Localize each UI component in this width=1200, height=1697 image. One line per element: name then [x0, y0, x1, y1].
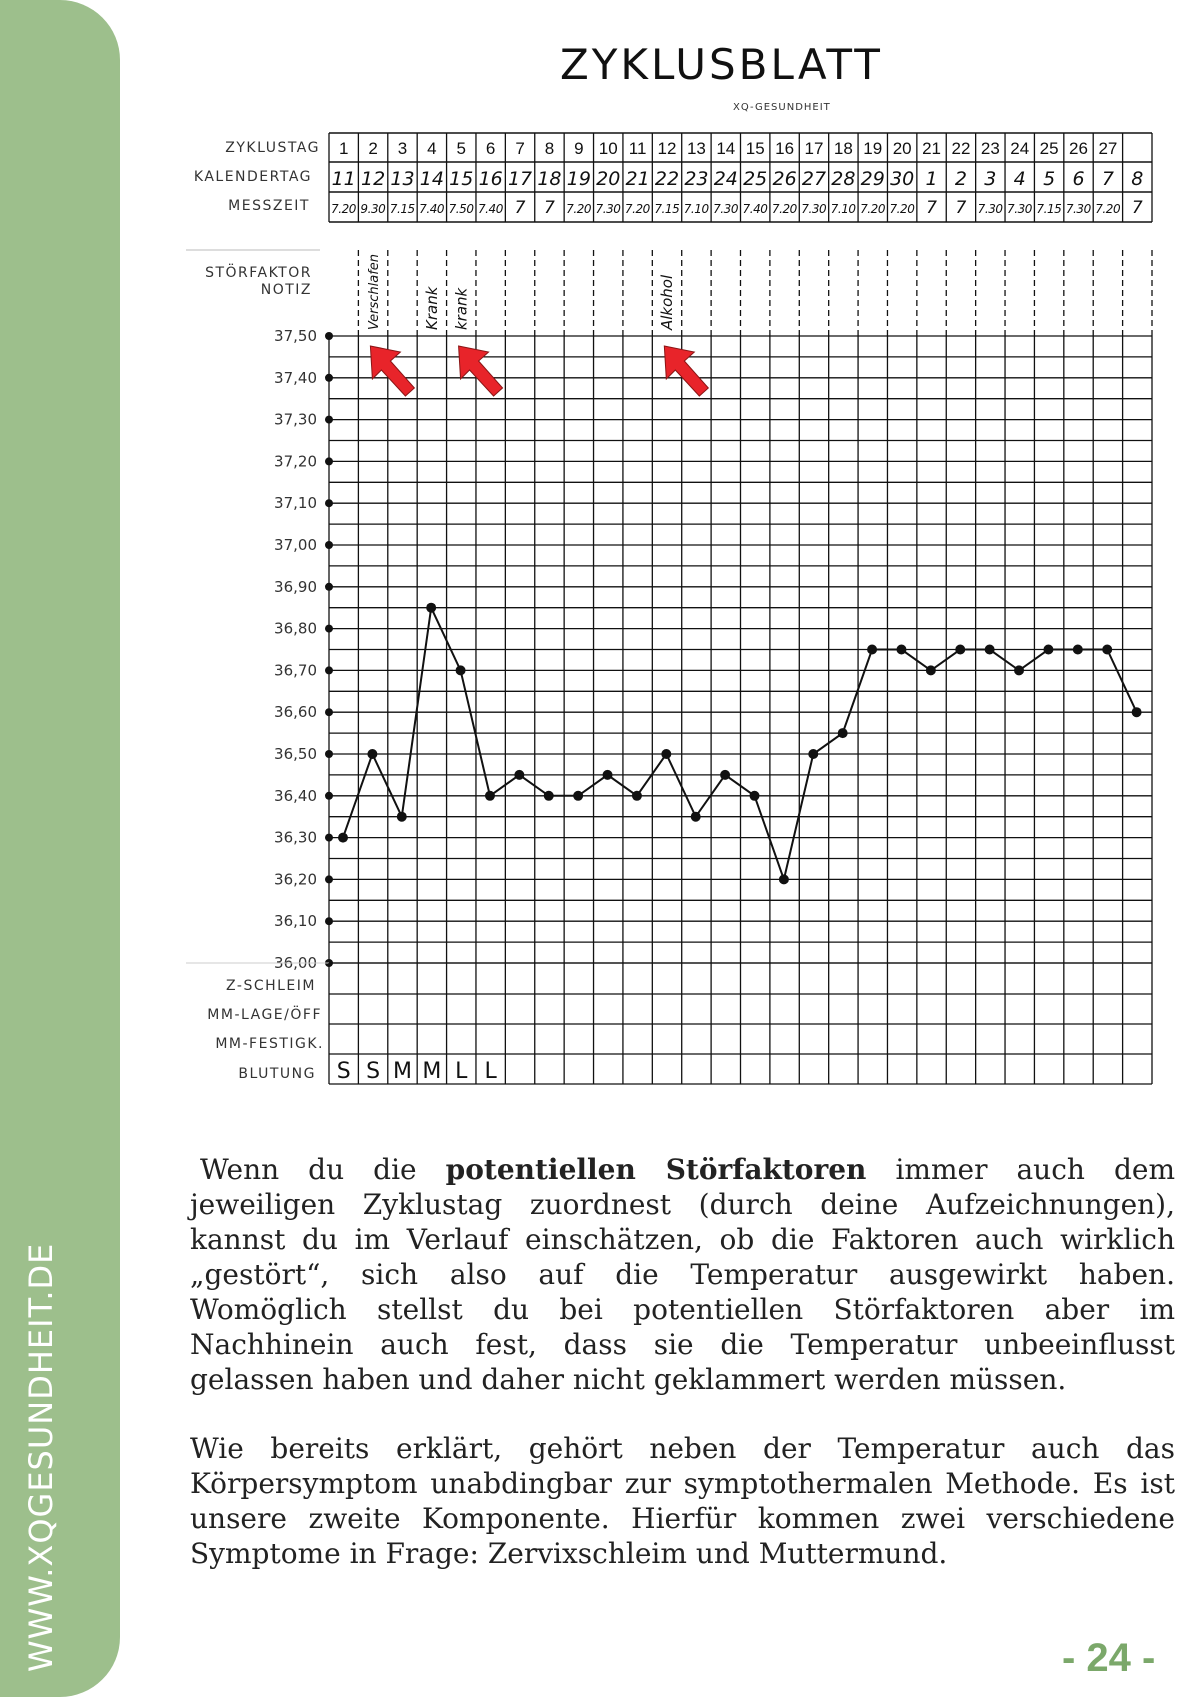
- messzeit-value: 7: [544, 198, 555, 218]
- messzeit-value: 7.15: [654, 202, 680, 216]
- kalendertag-value: 24: [713, 168, 738, 190]
- label-messzeit: MESSZEIT: [228, 198, 310, 214]
- messzeit-value: 7.30: [801, 202, 827, 216]
- kalendertag-value: 7: [1101, 168, 1114, 190]
- kalendertag-value: 17: [507, 168, 533, 190]
- messzeit-value: 7: [926, 198, 937, 218]
- kalendertag-value: 26: [772, 168, 797, 190]
- label-kalendertag: KALENDERTAG: [193, 169, 312, 185]
- label-zyklustag: ZYKLUSTAG: [225, 140, 320, 156]
- paragraph-2: Wie bereits erklärt, gehört neben der Temperatur auch das Körpersymptom unabdingbar zur symptothermalen Methode. Es ist unsere zweite Komponente. Hierfür kommen zwei verschiedene Symptome in Frage: Zervixschleim und Muttermund.: [190, 1432, 1175, 1570]
- messzeit-value: 7.20: [771, 202, 798, 216]
- temperature-point: [1043, 645, 1053, 655]
- kalendertag-value: 21: [625, 168, 650, 190]
- temperature-point: [397, 812, 407, 822]
- temperature-line: [343, 608, 1137, 880]
- kalendertag-value: 1: [925, 168, 938, 190]
- zyklustag-value: 8: [544, 139, 555, 158]
- y-tick-dot: [325, 374, 333, 382]
- kalendertag-value: 20: [596, 168, 621, 190]
- temperature-point: [338, 833, 348, 843]
- messzeit-value: 7.15: [1036, 202, 1062, 216]
- temperature-point: [514, 770, 524, 780]
- kalendertag-value: 18: [537, 168, 562, 190]
- y-tick-dot: [325, 583, 333, 591]
- zyklustag-value: 7: [515, 139, 525, 158]
- y-tick-dot: [325, 625, 333, 633]
- y-tick-label: 36,70: [274, 661, 317, 680]
- y-tick-label: 36,80: [274, 619, 317, 638]
- temperature-point: [661, 749, 671, 759]
- temperature-point: [456, 665, 466, 675]
- kalendertag-value: 2: [954, 168, 967, 190]
- messzeit-value: 7.30: [713, 202, 739, 216]
- zyklustag-value: 26: [1069, 139, 1088, 158]
- temperature-point: [603, 770, 613, 780]
- temperature-point: [426, 603, 436, 613]
- temperature-point: [808, 749, 818, 759]
- messzeit-value: 7.40: [477, 202, 504, 216]
- messzeit-value: 7.40: [419, 202, 445, 216]
- zyklustag-value: 3: [397, 139, 408, 158]
- paragraph-1-rest: immer auch dem jeweiligen Zyklustag zuordnest (durch deine Aufzeichnungen), kannst du im Verlauf einschätzen, ob die Faktoren auch wirklich „gestört“, sich also auf die Temperatur ausgewirkt haben. Womöglich stellst du bei potentiellen Störfaktoren aber im Nachhinein auch fest, dass sie die Temperatur unbeeinflusst gelassen haben und daher nicht geklammert werden müssen.: [190, 1153, 1176, 1396]
- temperature-point: [867, 645, 877, 655]
- messzeit-value: 7.40: [742, 202, 768, 216]
- zyklustag-value: 18: [833, 139, 853, 158]
- note-text: krank: [452, 287, 471, 330]
- y-tick-label: 36,40: [274, 786, 317, 805]
- paragraph-1-start: Wenn du die: [200, 1153, 446, 1186]
- zyklustag-value: 21: [922, 139, 942, 158]
- temperature-point: [926, 665, 936, 675]
- zyklustag-value: 13: [686, 139, 706, 158]
- kalendertag-value: 13: [390, 168, 415, 190]
- sidebar-url: WWW.XQGESUNDHEIT.DE: [22, 1242, 60, 1672]
- label-mm-festig: MM-FESTIGK.: [215, 1036, 324, 1052]
- y-tick-dot: [325, 666, 333, 674]
- messzeit-value: 7.50: [448, 202, 474, 216]
- y-tick-label: 36,20: [274, 870, 317, 889]
- y-tick-label: 37,40: [274, 368, 317, 387]
- messzeit-value: 7.20: [889, 202, 915, 216]
- note-text: Alkohol: [658, 274, 677, 330]
- temperature-point: [632, 791, 642, 801]
- messzeit-value: 7.30: [1007, 202, 1033, 216]
- messzeit-value: 7.30: [595, 202, 621, 216]
- kalendertag-value: 16: [478, 168, 503, 190]
- kalendertag-value: 8: [1131, 168, 1144, 190]
- label-z-schleim: Z-SCHLEIM: [226, 978, 316, 994]
- temperature-point: [367, 749, 377, 759]
- messzeit-value: 7.10: [830, 202, 857, 216]
- temperature-point: [838, 728, 848, 738]
- blutung-value: M: [422, 1059, 442, 1084]
- y-tick-label: 36,30: [274, 828, 317, 847]
- temperature-point: [691, 812, 701, 822]
- temperature-point: [544, 791, 554, 801]
- label-blutung: BLUTUNG: [238, 1066, 316, 1082]
- kalendertag-value: 22: [654, 168, 680, 190]
- temperature-point: [485, 791, 495, 801]
- y-tick-label: 37,30: [274, 410, 317, 429]
- kalendertag-value: 28: [831, 168, 856, 190]
- zyklustag-value: 24: [1010, 139, 1030, 158]
- paragraph-1: [190, 1152, 1175, 1397]
- y-tick-label: 36,00: [274, 954, 317, 972]
- temperature-point: [955, 645, 965, 655]
- red-arrow-icon: [459, 346, 503, 396]
- messzeit-value: 7.20: [1095, 202, 1121, 216]
- body-text: [190, 1152, 1175, 1605]
- blutung-value: S: [366, 1059, 381, 1084]
- temperature-point: [896, 645, 906, 655]
- zyklustag-value: 11: [628, 139, 647, 158]
- label-mm-lage: MM-LAGE/ÖFF: [207, 1007, 322, 1023]
- temperature-point: [1132, 707, 1142, 717]
- page-subtitle: XQ-GESUNDHEIT: [733, 102, 831, 113]
- messzeit-value: 7: [955, 198, 967, 218]
- paragraph-1-emphasis: potentiellen Störfaktoren: [445, 1153, 867, 1186]
- temperature-point: [1102, 645, 1112, 655]
- zyklustag-value: 27: [1098, 139, 1118, 158]
- kalendertag-value: 25: [743, 168, 768, 190]
- messzeit-value: 7.30: [1065, 202, 1092, 216]
- messzeit-value: 7.20: [860, 202, 886, 216]
- y-tick-label: 37,20: [274, 452, 317, 471]
- kalendertag-value: 6: [1072, 168, 1085, 190]
- temperature-point: [985, 645, 995, 655]
- zyklustag-value: 12: [657, 139, 677, 158]
- zyklustag-value: 20: [892, 139, 912, 158]
- y-tick-dot: [325, 708, 333, 716]
- zyklustag-value: 25: [1039, 139, 1059, 158]
- kalendertag-value: 19: [566, 168, 591, 190]
- y-tick-dot: [325, 917, 333, 925]
- kalendertag-value: 14: [419, 168, 444, 190]
- kalendertag-value: 5: [1043, 168, 1056, 190]
- temperature-point: [1014, 665, 1024, 675]
- label-notiz: NOTIZ: [260, 282, 312, 298]
- zyklustag-value: 9: [574, 139, 584, 158]
- messzeit-value: 7: [1131, 198, 1143, 218]
- kalendertag-value: 12: [360, 168, 386, 190]
- zyklustag-value: 10: [598, 139, 618, 158]
- blutung-value: L: [484, 1059, 497, 1084]
- zyklustag-value: 4: [427, 139, 437, 158]
- kalendertag-value: 3: [984, 168, 997, 190]
- zyklustag-value: 6: [485, 139, 496, 158]
- zyklustag-value: 15: [745, 139, 765, 158]
- y-tick-dot: [325, 750, 333, 758]
- y-tick-label: 36,60: [274, 703, 317, 722]
- note-text: Krank: [422, 286, 441, 330]
- zyklustag-value: 2: [368, 139, 378, 158]
- red-arrow-icon: [664, 346, 708, 396]
- page-number: - 24 -: [1062, 1636, 1156, 1680]
- kalendertag-value: 4: [1013, 168, 1026, 190]
- kalendertag-value: 15: [449, 168, 474, 190]
- y-tick-label: 37,50: [274, 327, 317, 345]
- y-tick-dot: [325, 541, 333, 549]
- messzeit-value: 9.30: [360, 202, 386, 216]
- messzeit-value: 7.30: [977, 202, 1004, 216]
- zyklustag-value: 17: [804, 139, 824, 158]
- blutung-value: S: [336, 1059, 351, 1084]
- y-tick-label: 37,10: [274, 494, 317, 513]
- kalendertag-value: 27: [801, 168, 827, 190]
- zyklustag-value: 5: [456, 139, 467, 158]
- temperature-point: [779, 874, 789, 884]
- red-arrow-icon: [370, 346, 414, 396]
- y-tick-label: 36,90: [274, 577, 317, 596]
- temperature-point: [573, 791, 583, 801]
- messzeit-value: 7: [514, 198, 526, 218]
- zyklustag-value: 23: [980, 139, 1000, 158]
- kalendertag-value: 11: [331, 168, 356, 190]
- messzeit-value: 7.10: [683, 202, 710, 216]
- y-tick-dot: [325, 875, 333, 883]
- y-tick-dot: [325, 332, 333, 340]
- temperature-point: [1073, 645, 1083, 655]
- y-tick-label: 37,00: [274, 536, 317, 554]
- messzeit-value: 7.15: [389, 202, 416, 216]
- zyklustag-value: 22: [951, 139, 971, 158]
- y-tick-dot: [325, 416, 333, 424]
- zyklustag-value: 16: [775, 139, 795, 158]
- y-tick-dot: [325, 834, 333, 842]
- zyklustag-value: 1: [338, 139, 349, 158]
- y-tick-label: 36,50: [274, 745, 317, 763]
- kalendertag-value: 23: [684, 168, 709, 190]
- blutung-value: M: [392, 1059, 412, 1084]
- page-title: ZYKLUSBLATT: [560, 40, 883, 89]
- y-tick-dot: [325, 499, 333, 507]
- messzeit-value: 7.20: [331, 202, 357, 216]
- blutung-value: L: [455, 1059, 468, 1084]
- temperature-point: [750, 791, 760, 801]
- messzeit-value: 7.20: [566, 202, 592, 216]
- kalendertag-value: 30: [890, 168, 915, 190]
- y-tick-dot: [325, 457, 333, 465]
- messzeit-value: 7.20: [624, 202, 651, 216]
- y-tick-dot: [325, 792, 333, 800]
- y-tick-label: 36,10: [274, 912, 317, 931]
- zyklustag-value: 14: [716, 139, 736, 158]
- note-text: Verschlafen: [367, 253, 383, 330]
- zyklustag-value: 19: [863, 139, 883, 158]
- temperature-point: [720, 770, 730, 780]
- label-stoerfaktor: STÖRFAKTOR: [205, 265, 312, 281]
- kalendertag-value: 29: [860, 168, 885, 190]
